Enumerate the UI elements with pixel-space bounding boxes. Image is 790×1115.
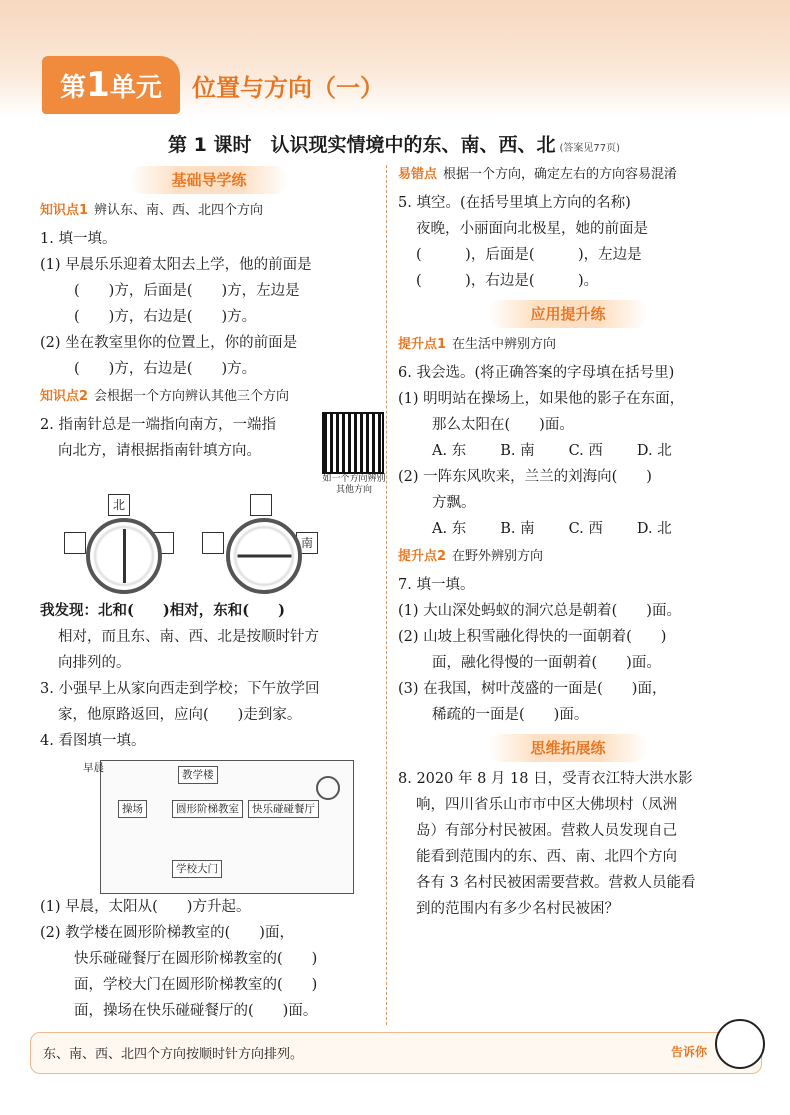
q1-title: 1. 填一填。 bbox=[40, 231, 117, 247]
q1-1-line-a: (1) 早晨乐乐迎着太阳去上学，他的前面是 bbox=[40, 257, 312, 273]
q4-2-line-d: 面，操场在快乐碰碰餐厅的( )面。 bbox=[74, 1003, 318, 1019]
q3-line-b: 家，他原路返回，应向( )走到家。 bbox=[58, 707, 302, 723]
campus-round-classroom: 圆形阶梯教室 bbox=[172, 800, 243, 818]
unit-tab bbox=[42, 56, 180, 114]
mascot-label: 告诉你 bbox=[671, 1045, 708, 1059]
q6-1-line-a: (1) 明明站在操场上，如果他的影子在东面， bbox=[398, 391, 685, 407]
up1-text: 在生活中辨别方向 bbox=[452, 337, 557, 352]
improve-point-1 bbox=[398, 332, 738, 358]
campus-teaching-building: 教学楼 bbox=[178, 766, 218, 784]
qr-code-icon bbox=[322, 412, 384, 474]
compass-1-icon bbox=[86, 518, 162, 594]
q6-1-line-b: 那么太阳在( )面。 bbox=[432, 417, 574, 433]
unit-title: 位置与方向（一） bbox=[192, 74, 384, 102]
q8-line-f: 到的范围内有多少名村民被困？ bbox=[416, 901, 619, 917]
error-point bbox=[398, 162, 738, 188]
q3-line-a: 3. 小强早上从家向西走到学校；下午放学回 bbox=[40, 681, 320, 697]
sun-icon bbox=[316, 776, 340, 800]
knowledge-point-2 bbox=[40, 384, 378, 410]
panda-mascot-icon bbox=[715, 1019, 765, 1069]
qr-caption: 如一个方向辨别其他方向 bbox=[322, 474, 386, 495]
campus-gate: 学校大门 bbox=[172, 860, 222, 878]
q2-line-a: 2. 指南针总是一端指向南方，一端指 bbox=[40, 417, 276, 433]
q1-2-line-b: ( )方，右边是( )方。 bbox=[74, 361, 257, 377]
q6-2-option-d: D. 北 bbox=[636, 521, 672, 537]
kp2-tag: 知识点2 bbox=[40, 389, 89, 404]
lesson-name: 第 1 课时 认识现实情境中的东、南、西、北 bbox=[168, 134, 556, 156]
answer-box-west-1 bbox=[64, 532, 86, 554]
q8-line-a: 8. 2020 年 8 月 18 日，受青衣江特大洪水影 bbox=[398, 771, 693, 787]
knowledge-point-1 bbox=[40, 198, 378, 224]
q5-line-b: 夜晚，小丽面向北极星，她的前面是 bbox=[416, 221, 648, 237]
campus-canteen: 快乐碰碰餐厅 bbox=[248, 800, 319, 818]
q2-line-b: 向北方，请根据指南针填方向。 bbox=[58, 443, 261, 459]
q8-line-e: 各有 3 名村民被困需要营救。营救人员能看 bbox=[416, 875, 696, 891]
box-north: 北 bbox=[108, 494, 130, 516]
finding-line-c: 向排列的。 bbox=[58, 655, 131, 671]
needle-2 bbox=[237, 555, 291, 558]
q7-title: 7. 填一填。 bbox=[398, 577, 475, 593]
q7-2-line-b: 面，融化得慢的一面朝着( )面。 bbox=[432, 655, 661, 671]
unit-number: 1 bbox=[86, 65, 110, 105]
lesson-ref: (答案见77页) bbox=[559, 143, 620, 154]
unit-suffix: 单元 bbox=[109, 73, 162, 103]
q6-1-option-c: C. 西 bbox=[568, 443, 603, 459]
answer-box-west-2 bbox=[202, 532, 224, 554]
q8-line-b: 响，四川省乐山市市中区大佛坝村（凤洲 bbox=[416, 797, 677, 813]
finding-line-a bbox=[40, 598, 378, 624]
q4-1: (1) 早晨，太阳从( )方升起。 bbox=[40, 899, 251, 915]
kp1-tag: 知识点1 bbox=[40, 203, 89, 218]
q7-1: (1) 大山深处蚂蚁的洞穴总是朝着( )面。 bbox=[398, 603, 681, 619]
q1-1-line-c: ( )方，右边是( )方。 bbox=[74, 309, 257, 325]
q4-title: 4. 看图填一填。 bbox=[40, 733, 146, 749]
q1-2-line-a: (2) 坐在教室里你的位置上，你的前面是 bbox=[40, 335, 298, 351]
q6-1-option-b: B. 南 bbox=[500, 443, 535, 459]
q5-line-a: 5. 填空。(在括号里填上方向的名称) bbox=[398, 195, 631, 211]
q4-2-line-a: (2) 教学楼在圆形阶梯教室的( )面， bbox=[40, 925, 294, 941]
up2-text: 在野外辨别方向 bbox=[452, 549, 544, 564]
tip-text: 东、南、西、北四个方向按顺时针方向排列。 bbox=[43, 1047, 304, 1062]
section-banner-think: 思维拓展练 bbox=[488, 734, 648, 762]
finding-line-b: 相对，而且东、南、西、北是按顺时针方 bbox=[58, 629, 319, 645]
needle-1 bbox=[123, 529, 126, 583]
box-south: 南 bbox=[296, 532, 318, 554]
q2-block bbox=[40, 412, 386, 562]
kp2-text: 会根据一个方向辨认其他三个方向 bbox=[94, 389, 290, 404]
q7-3-line-b: 稀疏的一面是( )面。 bbox=[432, 707, 589, 723]
q4-2-line-c: 面，学校大门在圆形阶梯教室的( ) bbox=[74, 977, 318, 993]
left-column bbox=[40, 160, 386, 1024]
campus-frame bbox=[100, 760, 354, 894]
campus-morning-label: 早晨 bbox=[83, 762, 104, 774]
q6-1-option-a: A. 东 bbox=[432, 443, 467, 459]
up1-tag: 提升点1 bbox=[398, 337, 447, 352]
finding-text-a: 我发现：北和( )相对，东和( ) bbox=[40, 602, 285, 619]
right-column bbox=[398, 160, 738, 922]
lesson-title bbox=[168, 130, 620, 157]
q6-2-line-a: (2) 一阵东风吹来，兰兰的刘海向( ) bbox=[398, 469, 652, 485]
q6-2-option-a: A. 东 bbox=[432, 521, 467, 537]
q7-2-line-a: (2) 山坡上积雪融化得快的一面朝着( ) bbox=[398, 629, 667, 645]
q6-2-option-c: C. 西 bbox=[568, 521, 603, 537]
q6-1-option-d: D. 北 bbox=[636, 443, 672, 459]
q1-1-line-b: ( )方，后面是( )方，左边是 bbox=[74, 283, 300, 299]
q8-line-c: 岛）有部分村民被困。营救人员发现自己 bbox=[416, 823, 677, 839]
q6-2-options bbox=[398, 516, 738, 542]
campus-playground: 操场 bbox=[118, 800, 147, 818]
tip-footer bbox=[30, 1032, 762, 1074]
kp1-text: 辨认东、南、西、北四个方向 bbox=[94, 203, 264, 218]
up2-tag: 提升点2 bbox=[398, 549, 447, 564]
campus-map bbox=[40, 754, 378, 894]
answer-box-north-2 bbox=[250, 494, 272, 516]
error-text: 根据一个方向，确定左右的方向容易混淆 bbox=[443, 167, 678, 182]
section-banner-apply: 应用提升练 bbox=[488, 300, 648, 328]
q6-1-options bbox=[398, 438, 738, 464]
q5-line-d: ( )，右边是( )。 bbox=[416, 273, 599, 289]
q5-line-c: ( )，后面是( )，左边是 bbox=[416, 247, 642, 263]
q6-2-option-b: B. 南 bbox=[500, 521, 535, 537]
unit-prefix: 第 bbox=[60, 73, 87, 103]
q6-title: 6. 我会选。(将正确答案的字母填在括号里) bbox=[398, 365, 675, 381]
q6-2-line-b: 方飘。 bbox=[432, 495, 476, 511]
q4-2-line-b: 快乐碰碰餐厅在圆形阶梯教室的( ) bbox=[74, 951, 318, 967]
compass-2-icon bbox=[226, 518, 302, 594]
improve-point-2 bbox=[398, 544, 738, 570]
section-banner-basic: 基础导学练 bbox=[129, 166, 289, 194]
q8-line-d: 能看到范围内的东、西、南、北四个方向 bbox=[416, 849, 677, 865]
error-tag: 易错点 bbox=[398, 167, 438, 182]
column-divider bbox=[386, 165, 387, 1025]
q7-3-line-a: (3) 在我国，树叶茂盛的一面是( )面， bbox=[398, 681, 667, 697]
